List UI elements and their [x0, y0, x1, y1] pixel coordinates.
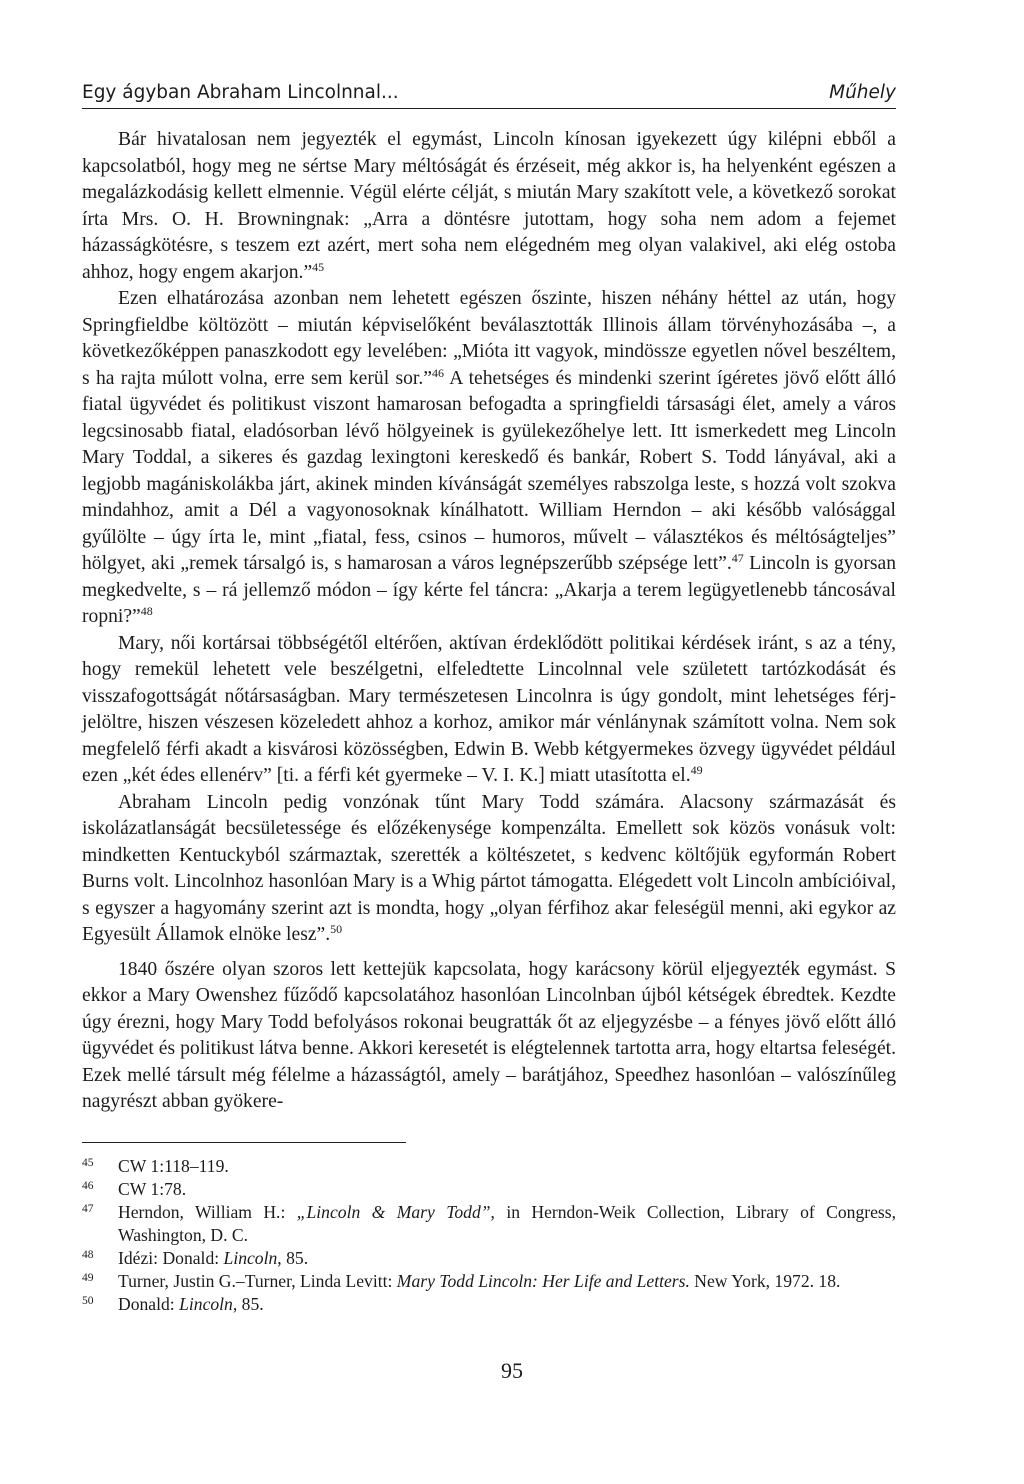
footnote-number: 46	[82, 1179, 94, 1192]
footnote-text: Herndon, William H.:	[118, 1201, 297, 1222]
paragraph-text: Mary, női kortársai többségétől eltérően, aktívan érdeklődött politikai kérdések iránt, s az a tény, hogy remekül lehetett vele beszélgetni, elfeledtette Lincolnnal vele született tartózkodását és visszafogottságát nőtársaságban. Mary természetesen Lincolnra is úgy gondolt, mint lehetséges férj-jelöltre, hiszen vészesen közeledett ahhoz a korhoz, amikor már vénlánynak számított volna. Nem sok megfelelő férfi akadt a kisvárosi közösségben, Edwin B. Webb kétgyermekes özvegy ügyvédet például ezen „két édes ellenérv” [ti. a férfi két gyermeke – V. I. K.] miatt utasította el.	[82, 632, 896, 786]
paragraph-text: Abraham Lincoln pedig vonzónak tűnt Mary Todd számára. Alacsony származását és iskolázatlanságát becsületessége és előzékenysége kompenzálta. Emellett sok közös vonásuk volt: mindketten Kentuckyból származtak, szerették a költészetet, s kedvenc költőjük egyformán Robert Burns volt. Lincolnhoz hasonlóan Mary is a Whig pártot támogatta. Elégedett volt Lincoln ambícióival, s egyszer a hagyomány szerint azt is mondta, hogy „olyan férfihoz akar feleségül menni, aki egykor az Egyesült Államok elnöke lesz”.	[82, 791, 896, 945]
paragraph-text: 1840 őszére olyan szoros lett kettejük kapcsolata, hogy karácsony körül eljegyezték egymást. S ekkor a Mary Owenshez fűződő kapcsolatához hasonlóan Lincolnban újból kétségek ébredtek. Kezdte úgy érezni, hogy Mary Todd befolyásos rokonai beugratták őt az eljegyzésbe – a fényes jövő előtt álló ügyvédet és politikust látva benne. Akkori keresetét is elégtelennek tartotta arra, hogy eltartsa feleségét. Ezek mellé társult még félelme a házasságtól, amely – barátjához, Speedhez hasonlóan – valószínűleg nagyrészt abban gyökere-	[82, 958, 896, 1112]
footnote-number: 45	[82, 1156, 94, 1169]
footnote-text: , 85.	[277, 1247, 309, 1268]
body-text	[82, 127, 896, 1116]
footnote-text: New York, 1972. 18.	[689, 1270, 841, 1291]
paragraph-1	[82, 127, 896, 286]
footnote-ref-46: 46	[431, 365, 444, 380]
footnote-text: , in Herndon-Weik Collection, Library of Congress, Washington, D. C.	[118, 1201, 896, 1245]
footnote-title: Mary Todd Lincoln: Her Life and Letters.	[396, 1270, 690, 1291]
footnote	[82, 1270, 896, 1293]
footnote	[82, 1178, 896, 1201]
footnotes	[82, 1155, 896, 1316]
footnote	[82, 1293, 896, 1316]
footnote-text: Idézi: Donald:	[118, 1247, 224, 1268]
page	[82, 82, 896, 1316]
footnote-number: 47	[82, 1202, 94, 1215]
footnote-divider	[82, 1142, 406, 1143]
footnote-text: CW 1:78.	[118, 1178, 187, 1199]
footnote-number: 48	[82, 1248, 94, 1261]
footnote-text: Turner, Justin G.–Turner, Linda Levitt:	[118, 1270, 397, 1291]
footnote-title: Lincoln	[223, 1247, 278, 1268]
running-header	[82, 82, 896, 109]
footnote-number: 50	[82, 1294, 94, 1307]
footnote-ref-45: 45	[312, 259, 325, 274]
paragraph-4	[82, 790, 896, 949]
footnote	[82, 1155, 896, 1178]
paragraph-text: Ezen elhatározása azonban nem lehetett egészen őszinte, hiszen néhány héttel az után, hogy Springfieldbe költözött – miután képviselőként beválasztották Illinois állam törvényhozásába –, a következőképpen panaszkodott egy levelében: „Mióta itt vagyok, mindössze egyetlen nővel beszéltem, s ha rajta múlott volna, erre sem kerül sor.”	[82, 288, 896, 389]
footnote-title: Lincoln	[179, 1293, 233, 1314]
footnote-ref-50: 50	[330, 922, 343, 936]
footnote	[82, 1201, 896, 1247]
footnote-number: 49	[82, 1271, 94, 1284]
running-header-section: Műhely	[829, 82, 896, 103]
footnote-text: CW 1:118–119.	[118, 1155, 229, 1176]
paragraph-text: A tehetséges és mindenki szerint ígéretes jövő előtt álló fiatal ügyvédet és politikust viszont hamarosan befogadta a springfieldi társasági élet, amely a város legcsinosabb fiatal, eladósorban lévő hölgyeinek is gyülekezőhelye lett. Itt ismerkedett meg Lincoln Mary Toddal, a sikeres és gazdag lexingtoni kereskedő és bankár, Robert S. Todd lányával, aki a legjobb magániskolákba járt, akinek minden kívánságát személyes rabszolga leste, s hozzá volt szokva mindahhoz, amit a Dél a vagyonosoknak kínálhatott. William Herndon – aki később valósággal gyűlölte – úgy írta le, mint „fiatal, fess, csinos – humoros, művelt – választékos és méltóságteljes” hölgyet, aki „remek társalgó is, s hamarosan a város legnépszerűbb szépsége lett”.	[82, 367, 896, 574]
paragraph-text: Lincoln is gyorsan megkedvelte, s – rá jellemző módon – így kérte fel táncra: „Akarja a terem legügyetlenebb táncosával ropni?”	[82, 553, 896, 627]
footnote-text: , 85.	[232, 1293, 264, 1314]
footnote-ref-48: 48	[140, 604, 153, 618]
paragraph-3	[82, 631, 896, 790]
footnote-ref-49: 49	[690, 763, 703, 777]
page-number: 95	[501, 1358, 523, 1383]
footnote-ref-47: 47	[731, 551, 744, 565]
running-header-title: Egy ágyban Abraham Lincolnnal...	[82, 82, 399, 103]
paragraph-2	[82, 286, 896, 631]
footnote-text: Donald:	[118, 1293, 180, 1314]
paragraph-5	[82, 957, 896, 1116]
footnote	[82, 1247, 896, 1270]
paragraph-text: Bár hivatalosan nem jegyezték el egymást, Lincoln kínosan igyekezett úgy kilépni ebből a kapcsolatból, hogy meg ne sértse Mary méltóságát és érzéseit, még akkor is, ha helyenként egészen a megalázkodásig kellett elmennie. Végül elérte célját, s miután Mary szakított vele, a következő sorokat írta Mrs. O. H. Browningnak: „Arra a döntésre jutottam, hogy soha nem adom a fejemet házasságkötésre, s teszem ezt azért, mert soha nem elégedném meg olyan valakivel, aki elég ostoba ahhoz, hogy engem akarjon.”	[82, 129, 896, 283]
footnote-title: „Lincoln & Mary Todd”	[296, 1201, 491, 1222]
